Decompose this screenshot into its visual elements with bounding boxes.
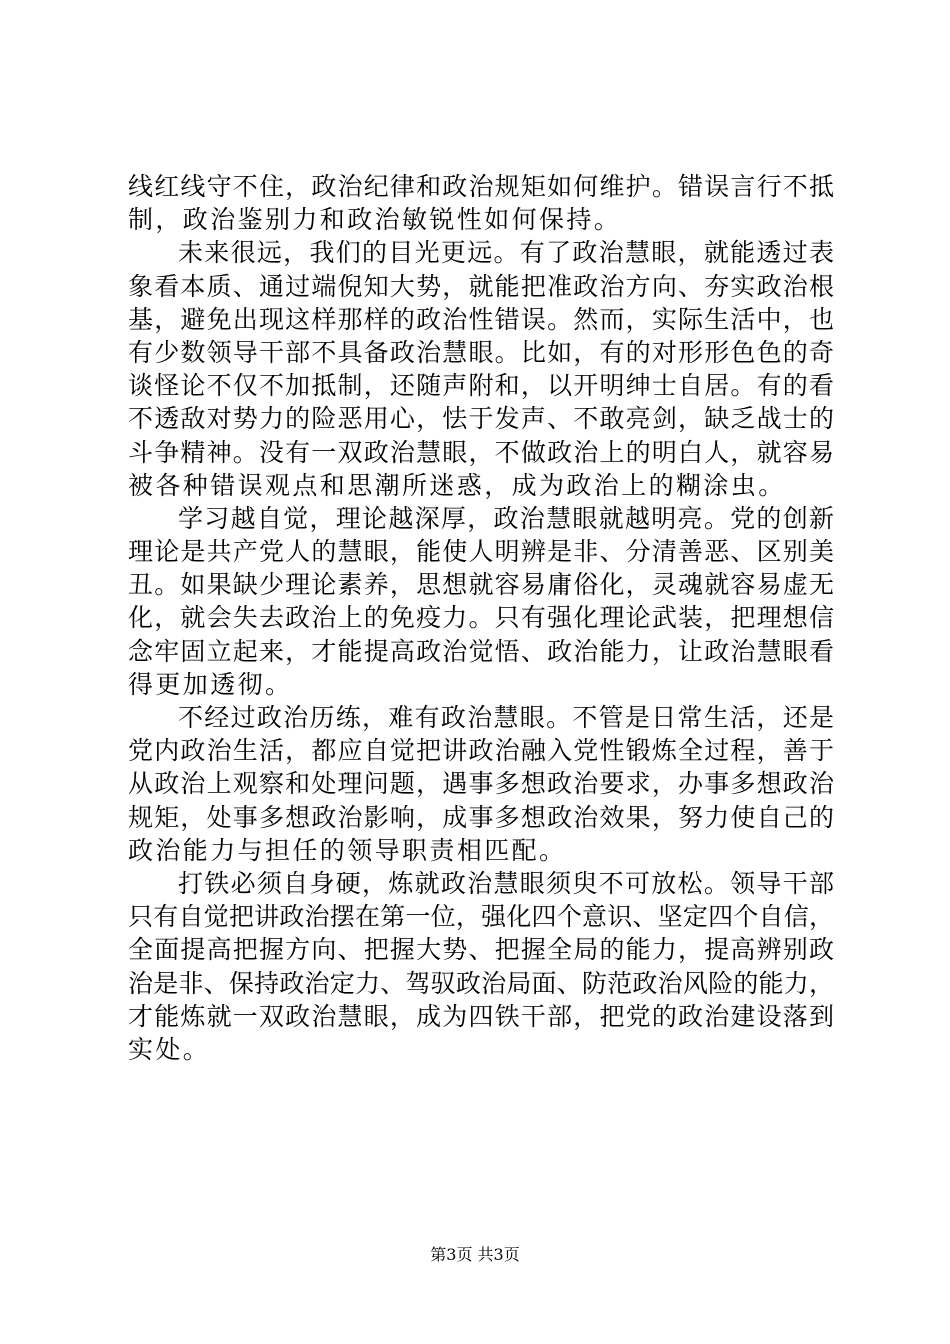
text-line: 有少数领导干部不具备政治慧眼。比如，有的对形形色色的奇 bbox=[128, 337, 834, 367]
text-line: 全面提高把握方向、把握大势、把握全局的能力，提高辨别政 bbox=[128, 935, 834, 965]
text-line: 实处。 bbox=[128, 1034, 211, 1064]
paragraph-5 bbox=[128, 867, 834, 1066]
paragraph-1 bbox=[128, 170, 834, 236]
text-line: 化，就会失去政治上的免疫力。只有强化理论武装，把理想信 bbox=[128, 603, 834, 633]
paragraph-3 bbox=[128, 502, 834, 701]
text-line: 念牢固立起来，才能提高政治觉悟、政治能力，让政治慧眼看 bbox=[128, 636, 834, 666]
text-line: 谈怪论不仅不加抵制，还随声附和，以开明绅士自居。有的看 bbox=[128, 371, 834, 401]
text-line: 从政治上观察和处理问题，遇事多想政治要求，办事多想政治 bbox=[128, 769, 834, 799]
text-line: 丑。如果缺少理论素养，思想就容易庸俗化，灵魂就容易虚无 bbox=[128, 570, 834, 600]
text-line: 斗争精神。没有一双政治慧眼，不做政治上的明白人，就容易 bbox=[128, 437, 834, 467]
text-line: 学习越自觉，理论越深厚，政治慧眼就越明亮。党的创新 bbox=[178, 503, 834, 533]
text-line: 制，政治鉴别力和政治敏锐性如何保持。 bbox=[128, 205, 622, 235]
text-line: 政治能力与担任的领导职责相匹配。 bbox=[128, 835, 567, 865]
paragraph-4 bbox=[128, 701, 834, 867]
text-line: 打铁必须自身硬，炼就政治慧眼须臾不可放松。领导干部 bbox=[178, 868, 834, 898]
text-line: 被各种错误观点和思潮所迷惑，成为政治上的糊涂虫。 bbox=[128, 470, 786, 500]
text-line: 线红线守不住，政治纪律和政治规矩如何维护。错误言行不抵 bbox=[128, 172, 834, 201]
document-body bbox=[128, 170, 834, 1066]
text-line: 不透敌对势力的险恶用心，怯于发声、不敢亮剑，缺乏战士的 bbox=[128, 404, 834, 434]
page-number-footer: 第3页 共3页 bbox=[430, 1245, 520, 1264]
text-line: 规矩，处事多想政治影响，成事多想政治效果，努力使自己的 bbox=[128, 802, 834, 832]
text-line: 才能炼就一双政治慧眼，成为四铁干部，把党的政治建设落到 bbox=[128, 1001, 834, 1031]
text-line: 理论是共产党人的慧眼，能使人明辨是非、分清善恶、区别美 bbox=[128, 537, 834, 567]
text-line: 治是非、保持政治定力、驾驭政治局面、防范政治风险的能力， bbox=[128, 968, 834, 998]
text-line: 未来很远，我们的目光更远。有了政治慧眼，就能透过表 bbox=[178, 238, 834, 268]
text-line: 象看本质、通过端倪知大势，就能把准政治方向、夯实政治根 bbox=[128, 271, 834, 301]
text-line: 党内政治生活，都应自觉把讲政治融入党性锻炼全过程，善于 bbox=[128, 736, 834, 766]
text-line: 基，避免出现这样那样的政治性错误。然而，实际生活中，也 bbox=[128, 304, 834, 334]
paragraph-2 bbox=[128, 236, 834, 502]
text-line: 不经过政治历练，难有政治慧眼。不管是日常生活，还是 bbox=[178, 703, 834, 732]
text-line: 得更加透彻。 bbox=[128, 669, 293, 699]
text-line: 只有自觉把讲政治摆在第一位，强化四个意识、坚定四个自信， bbox=[128, 902, 834, 932]
